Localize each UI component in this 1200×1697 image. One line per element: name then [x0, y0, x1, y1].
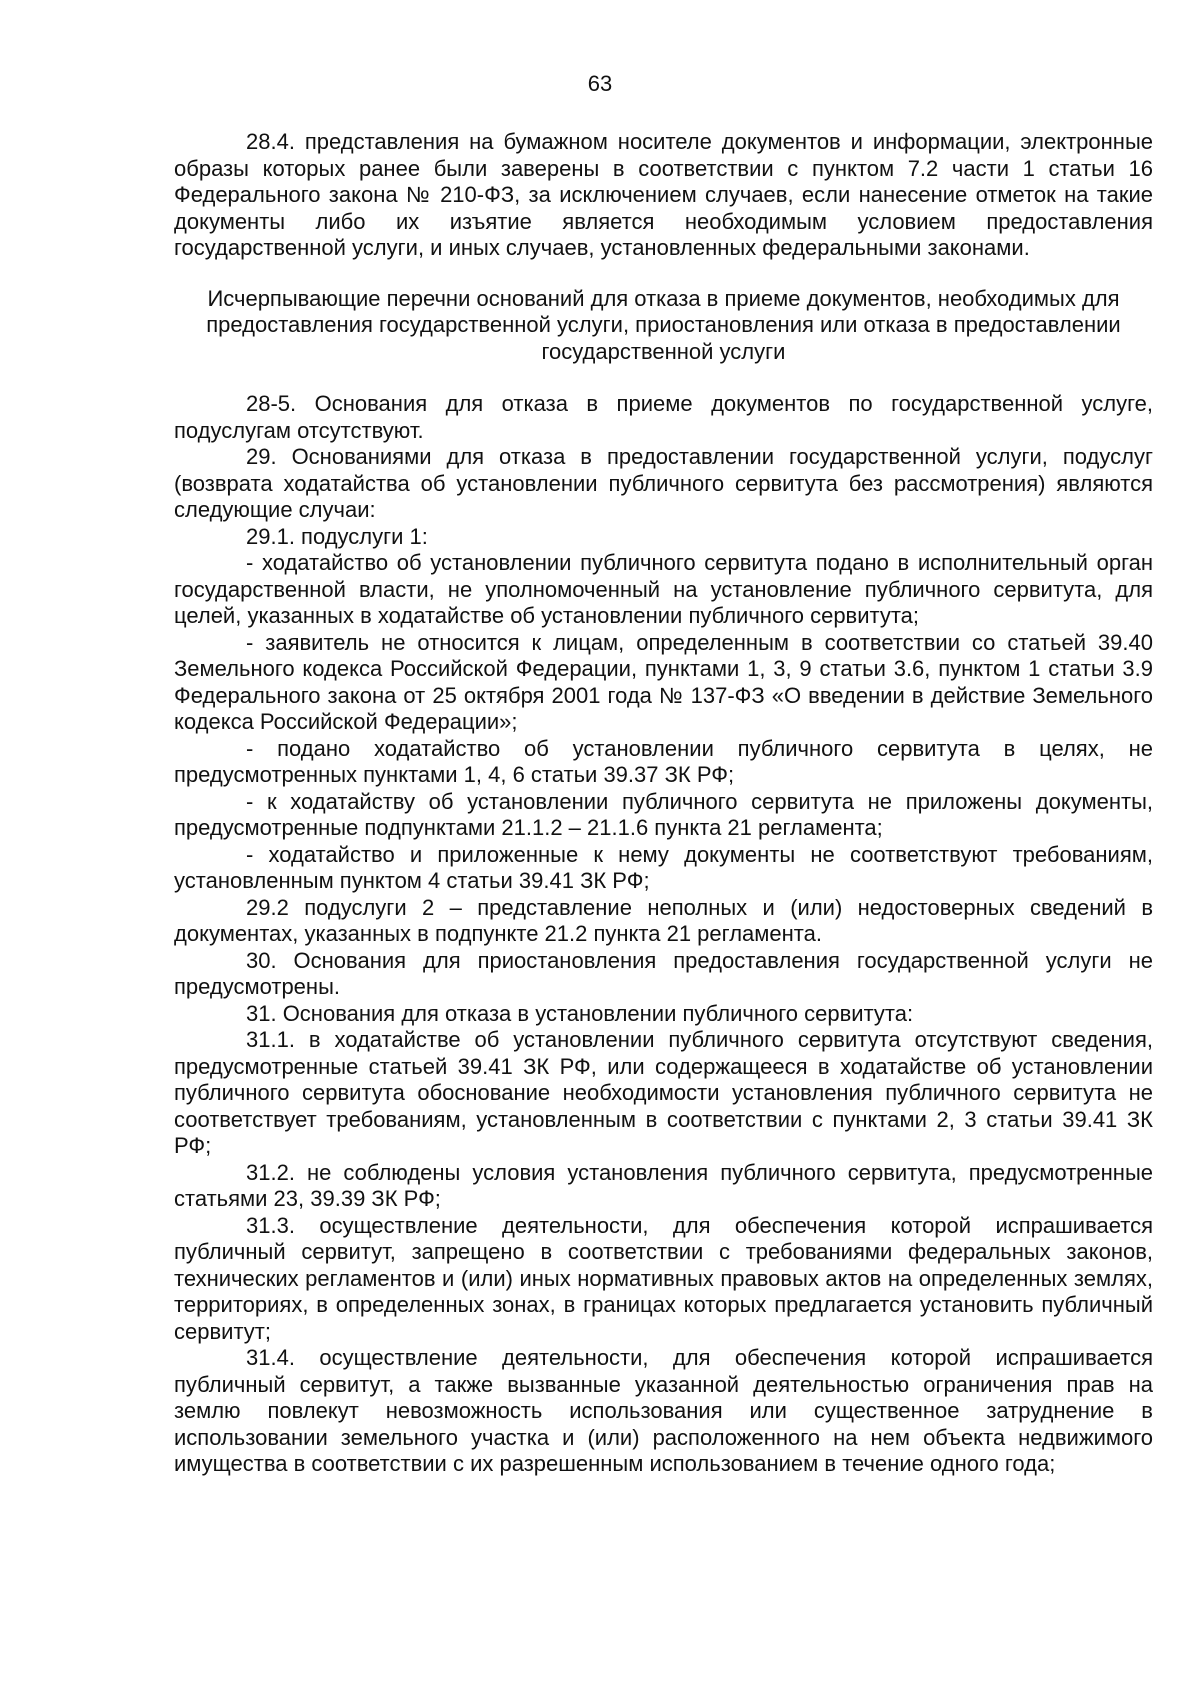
list-item: - ходатайство и приложенные к нему документы не соответствуют требованиям, установленным пунктом 4 статьи 39.41 ЗК РФ; [174, 841, 1153, 893]
paragraph-29: 29. Основаниями для отказа в предоставлении государственной услуги, подуслуг (возврата ходатайства об установлении публичного сервитута без рассмотрения) являются следующие случаи: [174, 444, 1153, 522]
paragraph-31-3: 31.3. осуществление деятельности, для обеспечения которой испрашивается публичный сервитут, запрещено в соответствии с требованиями федеральных законов, технических регламентов и (или) иных нормативных правовых актов на определенных землях, территориях, в определенных зонах, в границах которых предлагается установить публичный сервитут; [174, 1212, 1153, 1344]
list-item: - заявитель не относится к лицам, определенным в соответствии со статьей 39.40 Земельного кодекса Российской Федерации, пунктами 1, 3, 9 статьи 3.6, пунктом 1 статьи 3.9 Федерального закона от 25 октября 2001 года № 137-ФЗ «О введении в действие Земельного кодекса Российской Федерации»; [174, 629, 1153, 734]
paragraph-31: 31. Основания для отказа в установлении публичного сервитута: [246, 1000, 914, 1026]
page-number: 63 [587, 71, 613, 96]
paragraph-28-5: 28-5. Основания для отказа в приеме документов по государственной услуге, подуслугам отсутствуют. [174, 391, 1153, 443]
paragraph-30: 30. Основания для приостановления предоставления государственной услуги не предусмотрены. [174, 947, 1153, 999]
document-body [174, 129, 1153, 1478]
paragraph-29-1: 29.1. подуслуги 1: [246, 523, 428, 549]
paragraph-28-4: 28.4. представления на бумажном носителе документов и информации, электронные образы которых ранее были заверены в соответствии с пунктом 7.2 части 1 статьи 16 Федерального закона № 210-ФЗ, за исключением случаев, если нанесение отметок на такие документы либо их изъятие является необходимым условием предоставления государственной услуги, и иных случаев, установленных федеральными законами. [174, 129, 1153, 260]
list-item: - подано ходатайство об установлении публичного сервитута в целях, не предусмотренных пунктами 1, 4, 6 статьи 39.37 ЗК РФ; [174, 735, 1153, 787]
section-heading: Исчерпывающие перечни оснований для отказа в приеме документов, необходимых для предоставления государственной услуги, приостановления или отказа в предоставлении государственной услуги [206, 285, 1121, 364]
list-item: - ходатайство об установлении публичного сервитута подано в исполнительный орган государственной власти, не уполномоченный на установление публичного сервитута, для целей, указанных в ходатайстве об установлении публичного сервитута; [174, 550, 1153, 628]
list-item: - к ходатайству об установлении публичного сервитута не приложены документы, предусмотренные подпунктами 21.1.2 – 21.1.6 пункта 21 регламента; [174, 788, 1153, 840]
paragraph-31-1: 31.1. в ходатайстве об установлении публичного сервитута отсутствуют сведения, предусмотренные статьей 39.41 ЗК РФ, или содержащееся в ходатайстве об установлении публичного сервитута обоснование необходимости установления публичного сервитута не соответствует требованиям, установленным в соответствии с пунктами 2, 3 статьи 39.41 ЗК РФ; [174, 1027, 1153, 1158]
paragraph-31-4: 31.4. осуществление деятельности, для обеспечения которой испрашивается публичный сервитут, а также вызванные указанной деятельностью ограничения прав на землю повлекут невозможность использования или существенное затруднение в использовании земельного участка и (или) расположенного на нем объекта недвижимого имущества в соответствии с их разрешенным использованием в течение одного года; [174, 1345, 1153, 1476]
paragraph-29-2: 29.2 подуслуги 2 – представление неполных и (или) недостоверных сведений в документах, указанных в подпункте 21.2 пункта 21 регламента. [174, 894, 1153, 946]
paragraph-31-2: 31.2. не соблюдены условия установления публичного сервитута, предусмотренные статьями 23, 39.39 ЗК РФ; [174, 1159, 1153, 1211]
